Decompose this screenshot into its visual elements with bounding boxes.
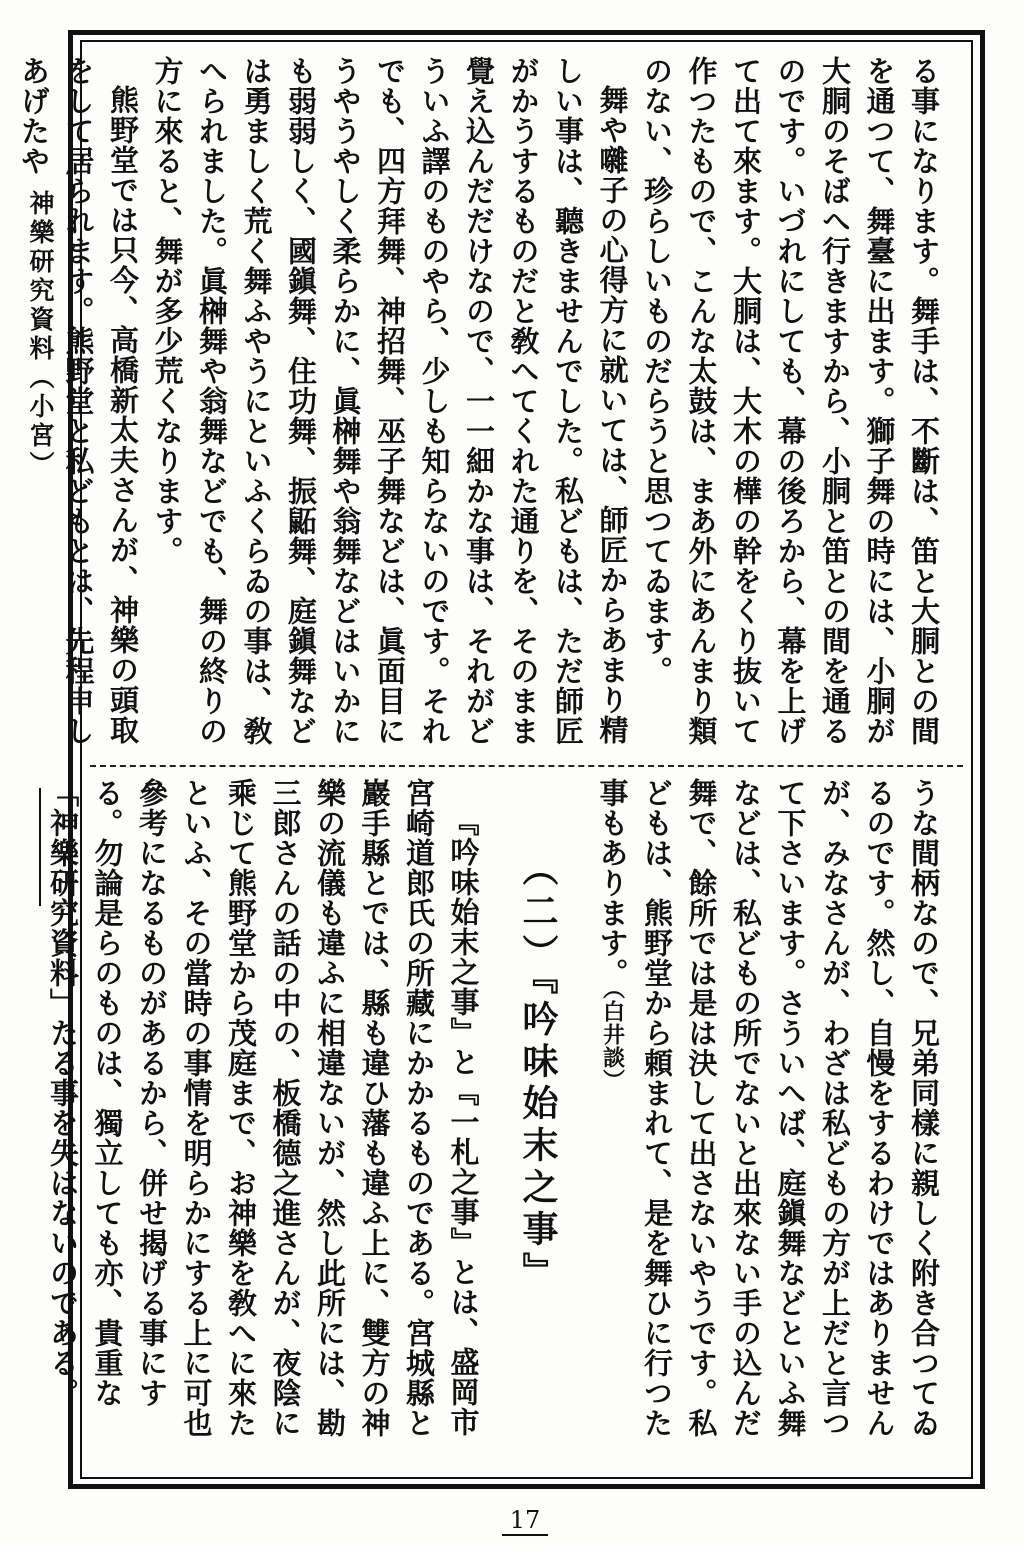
side-title: 神樂研究資料（小宮）: [26, 190, 55, 480]
paragraph: [0, 778, 486, 1463]
speaker-signature: （白井談）: [599, 988, 626, 1092]
section-divider: [90, 765, 963, 767]
paragraph-text: 『吟味始末之事』と『一札之事』とは、盛岡市宮崎道郎氏の所藏にかかるものである。宮城縣と巖手縣とでは、縣も違ひ藩も違ふ上に、雙方の神樂の流儀も違ふに相違ないが、然し此所には、勘三郎さんの話の中の、板橋德之進さんが、夜陰に乘じて熊野堂から茂庭まで、お神樂を敎へに來たといふ、その當時の事情を明らかにする上に可也參考になるものがあるから、併せ揭げる事にする。勿論是らのものは、獨立しても亦、貴重な「神樂研究資料」たる事を失はないのである。: [46, 778, 481, 1438]
section-heading: （二）『吟味始末之事』: [517, 850, 559, 1294]
paragraph: [590, 778, 946, 1463]
paragraph: る事になります。舞手は、不斷は、笛と大胴との間を通つて、舞臺に出ます。獅子舞の時には、小胴が大胴のそばへ行きますから、小胴と笛との間を通るのです。いづれにしても、幕の後ろから、幕を上げて出て來ます。大胴は、大木の樺の幹をくり抜いて作つたもので、こんな太鼓は、まあ外にあんまり類のない、珍らしいものだらうと思つてゐます。: [640, 56, 941, 746]
page-number: [430, 1506, 620, 1540]
paragraph-text: うな間柄なので、兄弟同樣に親しく附き合つてゐるのです。然し、自慢をするわけではありませんが、みなさんが、わざは私どもの方が上だと言つて下さいます。さういへば、庭鎭舞などといふ舞などは、私どもの所でないと出來ない手の込んだ舞で、餘所では是は決して出さないやうです。私どもは、熊野堂から頼まれて、是を舞ひに行つた事もあります。: [595, 778, 941, 1438]
end-rule: [39, 788, 41, 906]
paragraph: 熊野堂では只今、高橋新太夫さんが、神樂の頭取をして居られます。熊野堂と私どもとは、先程申しあげたや: [17, 56, 140, 746]
paragraph: 舞や囃子の心得方に就いては、師匠からあまり精しい事は、聽きませんでした。私どもは、ただ師匠がかうするものだと敎へてくれた通りを、そのまま覺え込んだだけなので、一一細かな事は、それがどういふ譯のものやら、少しも知らないのです。それでも、四方拜舞、神招舞、巫子舞などは、眞面目にうやうやしく柔らかに、眞榊舞や翁舞などはいかにも弱弱しく、國鎭舞、住功舞、振鼫舞、庭鎭舞などは勇ましく荒く舞ふやうにといふくらゐの事は、敎へられました。眞榊舞や翁舞などでも、舞の終りの方に來ると、舞が多少荒くなります。: [150, 56, 630, 746]
page-number-text: 17: [502, 1506, 549, 1536]
bottom-text-block: [46, 778, 946, 1463]
